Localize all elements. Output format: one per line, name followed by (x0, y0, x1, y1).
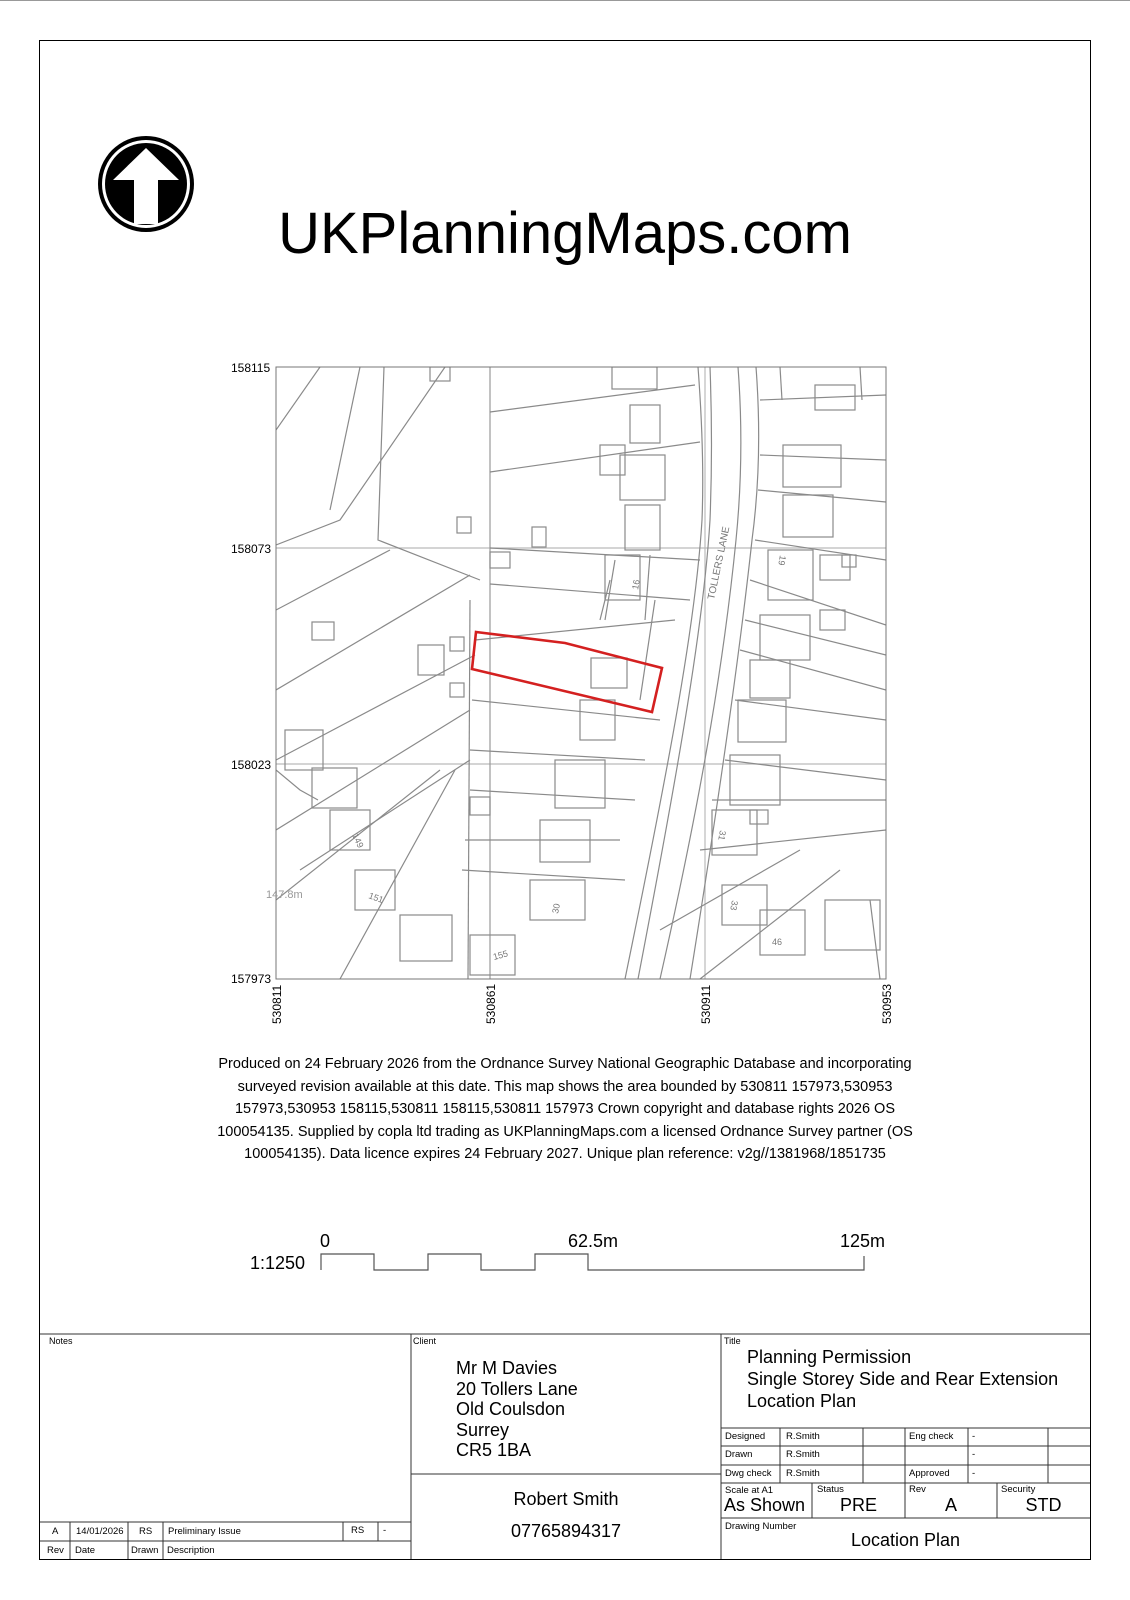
architect-name: Robert Smith (513, 1489, 619, 1509)
title-label: Title (724, 1336, 741, 1346)
client-address (456, 1358, 578, 1461)
scale-mid: 62.5m (568, 1231, 619, 1251)
title-line-2: Single Storey Side and Rear Extension (747, 1369, 1059, 1389)
scale-ratio: 1:1250 (250, 1253, 306, 1273)
status-value: PRE (839, 1495, 877, 1515)
rev-date: 14/01/2026 (76, 1526, 124, 1537)
drawing-title (747, 1346, 1058, 1412)
client-street: 20 Tollers Lane (456, 1378, 578, 1399)
title-line-3: Location Plan (747, 1391, 857, 1411)
client-postcode: CR5 1BA (456, 1440, 532, 1460)
house-number: 46 (772, 937, 783, 947)
easting-label: 530811 (270, 984, 284, 1024)
check-value-2: - (972, 1431, 976, 1442)
rev-code: A (944, 1495, 957, 1515)
scale-value: As Shown (724, 1495, 806, 1515)
check-label-2: Approved (909, 1468, 950, 1479)
check-label-2: Eng check (909, 1431, 954, 1442)
status-label: Status (817, 1484, 844, 1495)
map-description: Produced on 24 February 2026 from the Ordnance Survey National Geographic Database and incorporating surveyed revision available at this date. This map shows the area bounded by 530811 157973,530953 157973,530953 158115,530811 158115,530811 157973 Crown copyright and database rights 2026 OS 100054135. Supplied by copla ltd trading as UKPlanningMaps.com a licensed Ordnance Survey partner (OS 100054135). Data licence expires 24 February 2027. Unique plan reference: v2g//1381968/1851735 (217, 1056, 913, 1162)
check-label: Dwg check (725, 1468, 772, 1479)
rev-label: Rev (909, 1484, 926, 1495)
check-value: R.Smith (786, 1468, 820, 1479)
spot-height-label: 147.8m (266, 889, 303, 901)
scale-end: 125m (840, 1231, 886, 1251)
rev-drawn: RS (139, 1526, 153, 1537)
security-label: Security (1001, 1484, 1036, 1495)
rev-check: RS (351, 1525, 365, 1536)
notes-label: Notes (49, 1336, 73, 1346)
house-number: 33 (728, 899, 740, 912)
rev-header-date: Date (75, 1545, 96, 1556)
rev-header-rev: Rev (47, 1545, 64, 1556)
house-number: 30 (550, 902, 563, 915)
check-value-2: - (972, 1468, 976, 1479)
architect-phone: 07765894317 (510, 1521, 622, 1541)
house-number: 151 (367, 890, 385, 906)
check-label: Designed (725, 1431, 766, 1442)
house-number: 31 (716, 829, 728, 842)
check-value-2: - (972, 1449, 976, 1460)
easting-label: 530911 (699, 984, 713, 1024)
rev-header-description: Description (167, 1545, 215, 1556)
house-number: 149 (350, 831, 366, 850)
house-number: 16 (630, 578, 642, 591)
security-value: STD (1025, 1495, 1062, 1515)
northing-label: 157973 (231, 972, 272, 986)
rev-header-drawn: Drawn (131, 1545, 159, 1556)
rev-value: A (52, 1526, 59, 1537)
client-town: Old Coulsdon (456, 1399, 566, 1419)
client-county: Surrey (456, 1419, 510, 1440)
rev-extra: - (383, 1525, 387, 1536)
check-value: R.Smith (786, 1449, 820, 1460)
check-label: Drawn (725, 1449, 753, 1460)
check-value: R.Smith (786, 1431, 820, 1442)
drawing-number-value: Location Plan (850, 1530, 961, 1550)
client-label: Client (413, 1336, 437, 1346)
drawing-number-label: Drawing Number (725, 1521, 797, 1532)
house-number: 155 (491, 948, 510, 962)
house-number: 19 (776, 554, 788, 567)
brand-title: UKPlanningMaps.com (278, 201, 852, 266)
road-label: TOLLERS LANE (706, 525, 733, 601)
northing-label: 158115 (231, 361, 271, 375)
northing-label: 158023 (231, 758, 272, 772)
rev-description: Preliminary Issue (168, 1526, 241, 1537)
client-name: Mr M Davies (456, 1358, 558, 1378)
northing-label: 158073 (231, 542, 272, 556)
easting-label: 530953 (880, 983, 894, 1024)
scale-zero: 0 (320, 1231, 331, 1251)
easting-label: 530861 (484, 983, 498, 1024)
scale-label: Scale at A1 (725, 1485, 774, 1496)
title-line-1: Planning Permission (747, 1347, 912, 1367)
